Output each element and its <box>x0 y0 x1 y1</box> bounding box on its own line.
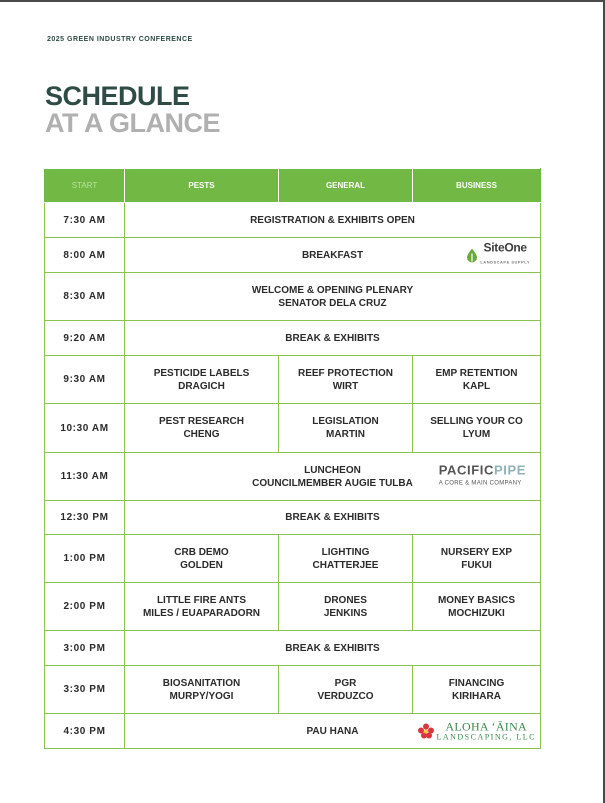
session-speaker: DRAGICH <box>178 380 225 392</box>
event-cell: BREAK & EXHIBITS <box>125 321 541 356</box>
table-row <box>45 631 541 666</box>
session-speaker: WIRT <box>332 380 359 392</box>
time-cell: 3:30 PM <box>45 666 125 714</box>
page-title: SCHEDULE <box>45 81 190 111</box>
pacific-pipe-logo <box>439 463 526 490</box>
table-row <box>45 453 541 501</box>
session-cell-business <box>413 356 541 404</box>
session-speaker: KIRIHARA <box>452 690 501 702</box>
siteone-subtitle: LANDSCAPE SUPPLY <box>480 259 530 265</box>
session-speaker: MURPY/YOGI <box>169 690 234 702</box>
table-row <box>45 321 541 356</box>
table-row <box>45 356 541 404</box>
session-speaker: MOCHIZUKI <box>448 607 505 619</box>
time-cell: 7:30 AM <box>45 203 125 238</box>
session-title: LEGISLATION <box>312 416 379 427</box>
pacific-pipe-name-b: PIPE <box>493 462 526 477</box>
header-start: START <box>45 169 125 203</box>
flower-icon <box>417 722 435 740</box>
session-cell-business <box>413 535 541 583</box>
aloha-aina-subtitle: LANDSCAPING, LLC <box>436 732 536 742</box>
session-cell-business <box>413 666 541 714</box>
header-pests: PESTS <box>125 169 279 203</box>
table-row <box>45 666 541 714</box>
session-cell-general <box>279 583 413 631</box>
time-cell: 4:30 PM <box>45 714 125 749</box>
table-row <box>45 714 541 749</box>
session-cell-pests <box>125 666 279 714</box>
siteone-logo <box>466 242 530 269</box>
session-title: LITTLE FIRE ANTS <box>156 594 247 606</box>
session-title: FINANCING <box>448 677 505 689</box>
session-speaker: CHENG <box>183 429 220 440</box>
header-general: GENERAL <box>279 169 413 203</box>
session-cell-general <box>279 535 413 583</box>
session-speaker: FUKUI <box>461 559 492 571</box>
session-title: EMP RETENTION <box>435 367 518 379</box>
event-cell <box>125 714 541 749</box>
session-title: PGR <box>334 677 357 689</box>
event-speaker: SENATOR DELA CRUZ <box>278 297 387 309</box>
session-title: SELLING YOUR CO <box>430 416 523 427</box>
page-subtitle: AT A GLANCE <box>45 108 220 138</box>
table-header-row <box>45 169 541 203</box>
session-title: CRB DEMO <box>174 546 229 558</box>
session-cell-general <box>279 404 413 453</box>
siteone-name: SiteOne <box>483 240 527 255</box>
session-title: BIOSANITATION <box>162 677 241 689</box>
time-cell: 12:30 PM <box>45 501 125 535</box>
event-title: LUNCHEON <box>304 464 361 476</box>
session-speaker: JENKINS <box>323 607 368 619</box>
session-title: PESTICIDE LABELS <box>153 367 250 379</box>
event-title: WELCOME & OPENING PLENARY <box>251 284 414 296</box>
session-cell-general <box>279 356 413 404</box>
event-cell <box>125 238 541 273</box>
session-cell-business <box>413 583 541 631</box>
aloha-aina-logo <box>417 721 536 742</box>
conference-name: 2025 GREEN INDUSTRY CONFERENCE <box>47 36 193 43</box>
table-row <box>45 203 541 238</box>
table-row <box>45 501 541 535</box>
leaf-drop-icon <box>466 248 478 262</box>
time-cell: 10:30 AM <box>45 404 125 453</box>
session-title: REEF PROTECTION <box>297 367 393 379</box>
pacific-pipe-subtitle: A CORE & MAIN COMPANY <box>438 480 522 486</box>
session-speaker: LYUM <box>462 429 491 440</box>
event-title: BREAKFAST <box>301 249 364 261</box>
table-row <box>45 404 541 453</box>
session-title: NURSERY EXP <box>440 546 513 558</box>
event-cell: BREAK & EXHIBITS <box>125 631 541 666</box>
session-speaker: MILES / EUAPARADORN <box>142 607 261 619</box>
event-speaker: COUNCILMEMBER AUGIE TULBA <box>252 477 413 489</box>
time-cell: 3:00 PM <box>45 631 125 666</box>
aloha-aina-name: ALOHA ʻĀINA <box>445 719 528 734</box>
table-row <box>45 273 541 321</box>
session-cell-pests <box>125 356 279 404</box>
time-cell: 2:00 PM <box>45 583 125 631</box>
schedule-table <box>44 168 541 749</box>
session-title: LIGHTING <box>321 546 370 558</box>
event-title: PAU HANA <box>306 725 359 737</box>
session-cell-pests <box>125 583 279 631</box>
session-speaker: VERDUZCO <box>317 690 374 702</box>
time-cell: 8:30 AM <box>45 273 125 321</box>
time-cell: 11:30 AM <box>45 453 125 501</box>
session-speaker: KAPL <box>462 380 491 392</box>
header-business: BUSINESS <box>413 169 541 203</box>
table-row <box>45 238 541 273</box>
event-cell: REGISTRATION & EXHIBITS OPEN <box>125 203 541 238</box>
time-cell: 8:00 AM <box>45 238 125 273</box>
time-cell: 9:30 AM <box>45 356 125 404</box>
session-speaker: GOLDEN <box>180 559 223 571</box>
session-speaker: MARTIN <box>326 429 365 440</box>
table-row <box>45 535 541 583</box>
page-edge <box>0 0 605 2</box>
session-title: MONEY BASICS <box>437 594 516 606</box>
event-cell <box>125 273 541 321</box>
session-cell-pests <box>125 535 279 583</box>
session-title: DRONES <box>324 594 367 606</box>
event-cell: BREAK & EXHIBITS <box>125 501 541 535</box>
pacific-pipe-name-a: PACIFIC <box>438 462 494 477</box>
session-cell-general <box>279 666 413 714</box>
session-cell-pests <box>125 404 279 453</box>
session-title: PEST RESEARCH <box>158 416 244 427</box>
table-row <box>45 583 541 631</box>
event-cell <box>125 453 541 501</box>
session-speaker: CHATTERJEE <box>312 559 379 571</box>
session-cell-business <box>413 404 541 453</box>
time-cell: 9:20 AM <box>45 321 125 356</box>
time-cell: 1:00 PM <box>45 535 125 583</box>
